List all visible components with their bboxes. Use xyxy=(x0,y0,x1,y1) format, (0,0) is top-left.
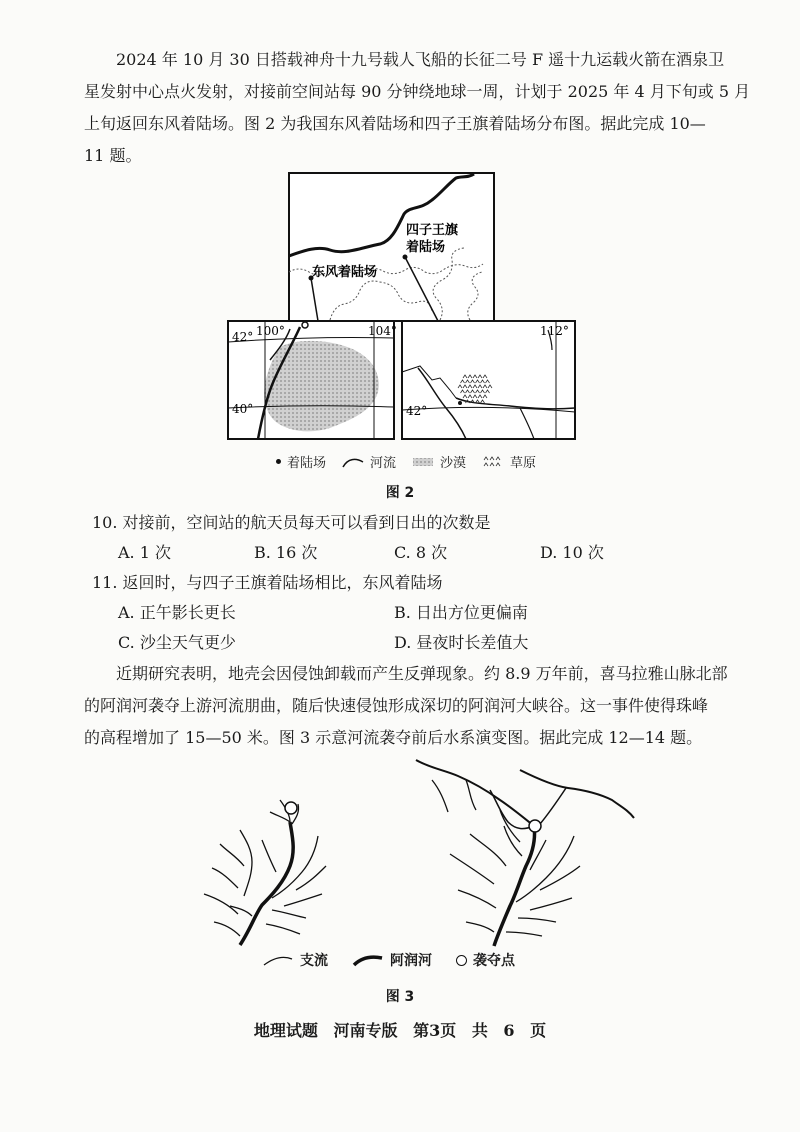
legend-grassland-label: 草原 xyxy=(510,456,537,471)
legend-desert-label: 沙漠 xyxy=(440,456,467,471)
q10-option-c: C. 8 次 xyxy=(394,543,448,562)
intro1-line-2: 星发射中心点火发射，对接前空间站每 90 分钟绕地球一周，计划于 2025 年 4 月下旬或 5 月 xyxy=(84,82,751,101)
site-dot-icon xyxy=(276,459,281,464)
intro1-line-1: 2024 年 10 月 30 日搭载神舟十九号载人飞船的长征二号 F 遥十九运载火箭在酒泉卫 xyxy=(116,50,725,69)
intro2-line-2: 的阿润河袭夺上游河流朋曲，随后快速侵蚀形成深切的阿润河大峡谷。这一事件使得珠峰 xyxy=(84,696,709,715)
legend-river-label: 河流 xyxy=(370,456,397,471)
footer-page: 第3页 xyxy=(413,1021,457,1040)
grassland-icon xyxy=(482,456,504,468)
label-siziwangqi-2: 着陆场 xyxy=(406,240,446,255)
q11-option-c: C. 沙尘天气更少 xyxy=(118,633,236,652)
footer-subject: 地理试题 xyxy=(253,1021,318,1040)
capture-point-after xyxy=(529,820,541,832)
question-11-stem: 11. 返回时，与四子王旗着陆场相比，东风着陆场 xyxy=(92,573,443,592)
label-dongfeng: 东风着陆场 xyxy=(312,265,378,280)
footer-edition: 河南专版 xyxy=(333,1021,398,1040)
right-site-dot xyxy=(458,401,462,405)
intro2-line-3: 的高程增加了 15—50 米。图 3 示意河流袭夺前后水系演变图。据此完成 12—14 题。 xyxy=(84,728,703,747)
label-lat-40: 40° xyxy=(232,402,254,416)
right-inset-frame xyxy=(402,321,575,439)
legend-tributary-label: 支流 xyxy=(300,953,328,969)
left-site-dot xyxy=(302,322,308,328)
tributary-icon xyxy=(262,953,294,967)
drainage-after xyxy=(416,760,634,946)
figure-2-legend xyxy=(276,452,536,471)
question-10-stem: 10. 对接前，空间站的航天员每天可以看到日出的次数是 xyxy=(92,513,491,532)
intro2-line-1: 近期研究表明，地壳会因侵蚀卸载而产生反弹现象。约 8.9 万年前，喜马拉雅山脉北部 xyxy=(116,664,728,683)
q11-option-b: B. 日出方位更偏南 xyxy=(394,603,528,622)
river-icon xyxy=(342,456,364,468)
drainage-before xyxy=(204,800,326,945)
label-siziwangqi: 四子王旗 xyxy=(406,223,459,238)
legend-site-label: 着陆场 xyxy=(287,456,327,471)
figure-2-map xyxy=(0,0,800,460)
intro1-line-3: 上旬返回东风着陆场。图 2 为我国东风着陆场和四子王旗着陆场分布图。据此完成 10— xyxy=(84,114,706,133)
intro1-line-4: 11 题。 xyxy=(84,146,142,165)
capture-point-before xyxy=(285,802,297,814)
legend-arun-label: 阿润河 xyxy=(390,953,432,969)
legend-capture-label: 袭夺点 xyxy=(473,953,515,969)
q10-option-b: B. 16 次 xyxy=(254,543,318,562)
desert-icon xyxy=(412,457,434,467)
figure-3-legend xyxy=(262,950,515,970)
figure-3-caption: 图 3 xyxy=(385,989,415,1005)
label-lat-42-left: 42° xyxy=(232,330,254,344)
label-lon-100: 100° xyxy=(256,324,285,338)
figure-2-caption: 图 2 xyxy=(385,485,415,501)
arun-river-icon xyxy=(352,953,384,967)
q11-option-a: A. 正午影长更长 xyxy=(118,603,236,622)
label-lon-104: 104° xyxy=(368,324,397,338)
page-footer xyxy=(0,1018,800,1041)
label-lon-112: 112° xyxy=(540,324,569,338)
footer-total: 共 6 页 xyxy=(471,1021,547,1040)
capture-point-icon xyxy=(456,955,467,966)
label-lat-42-right: 42° xyxy=(406,404,428,418)
q11-option-d: D. 昼夜时长差值大 xyxy=(394,633,529,652)
q10-option-a: A. 1 次 xyxy=(118,543,171,562)
q10-option-d: D. 10 次 xyxy=(540,543,604,562)
